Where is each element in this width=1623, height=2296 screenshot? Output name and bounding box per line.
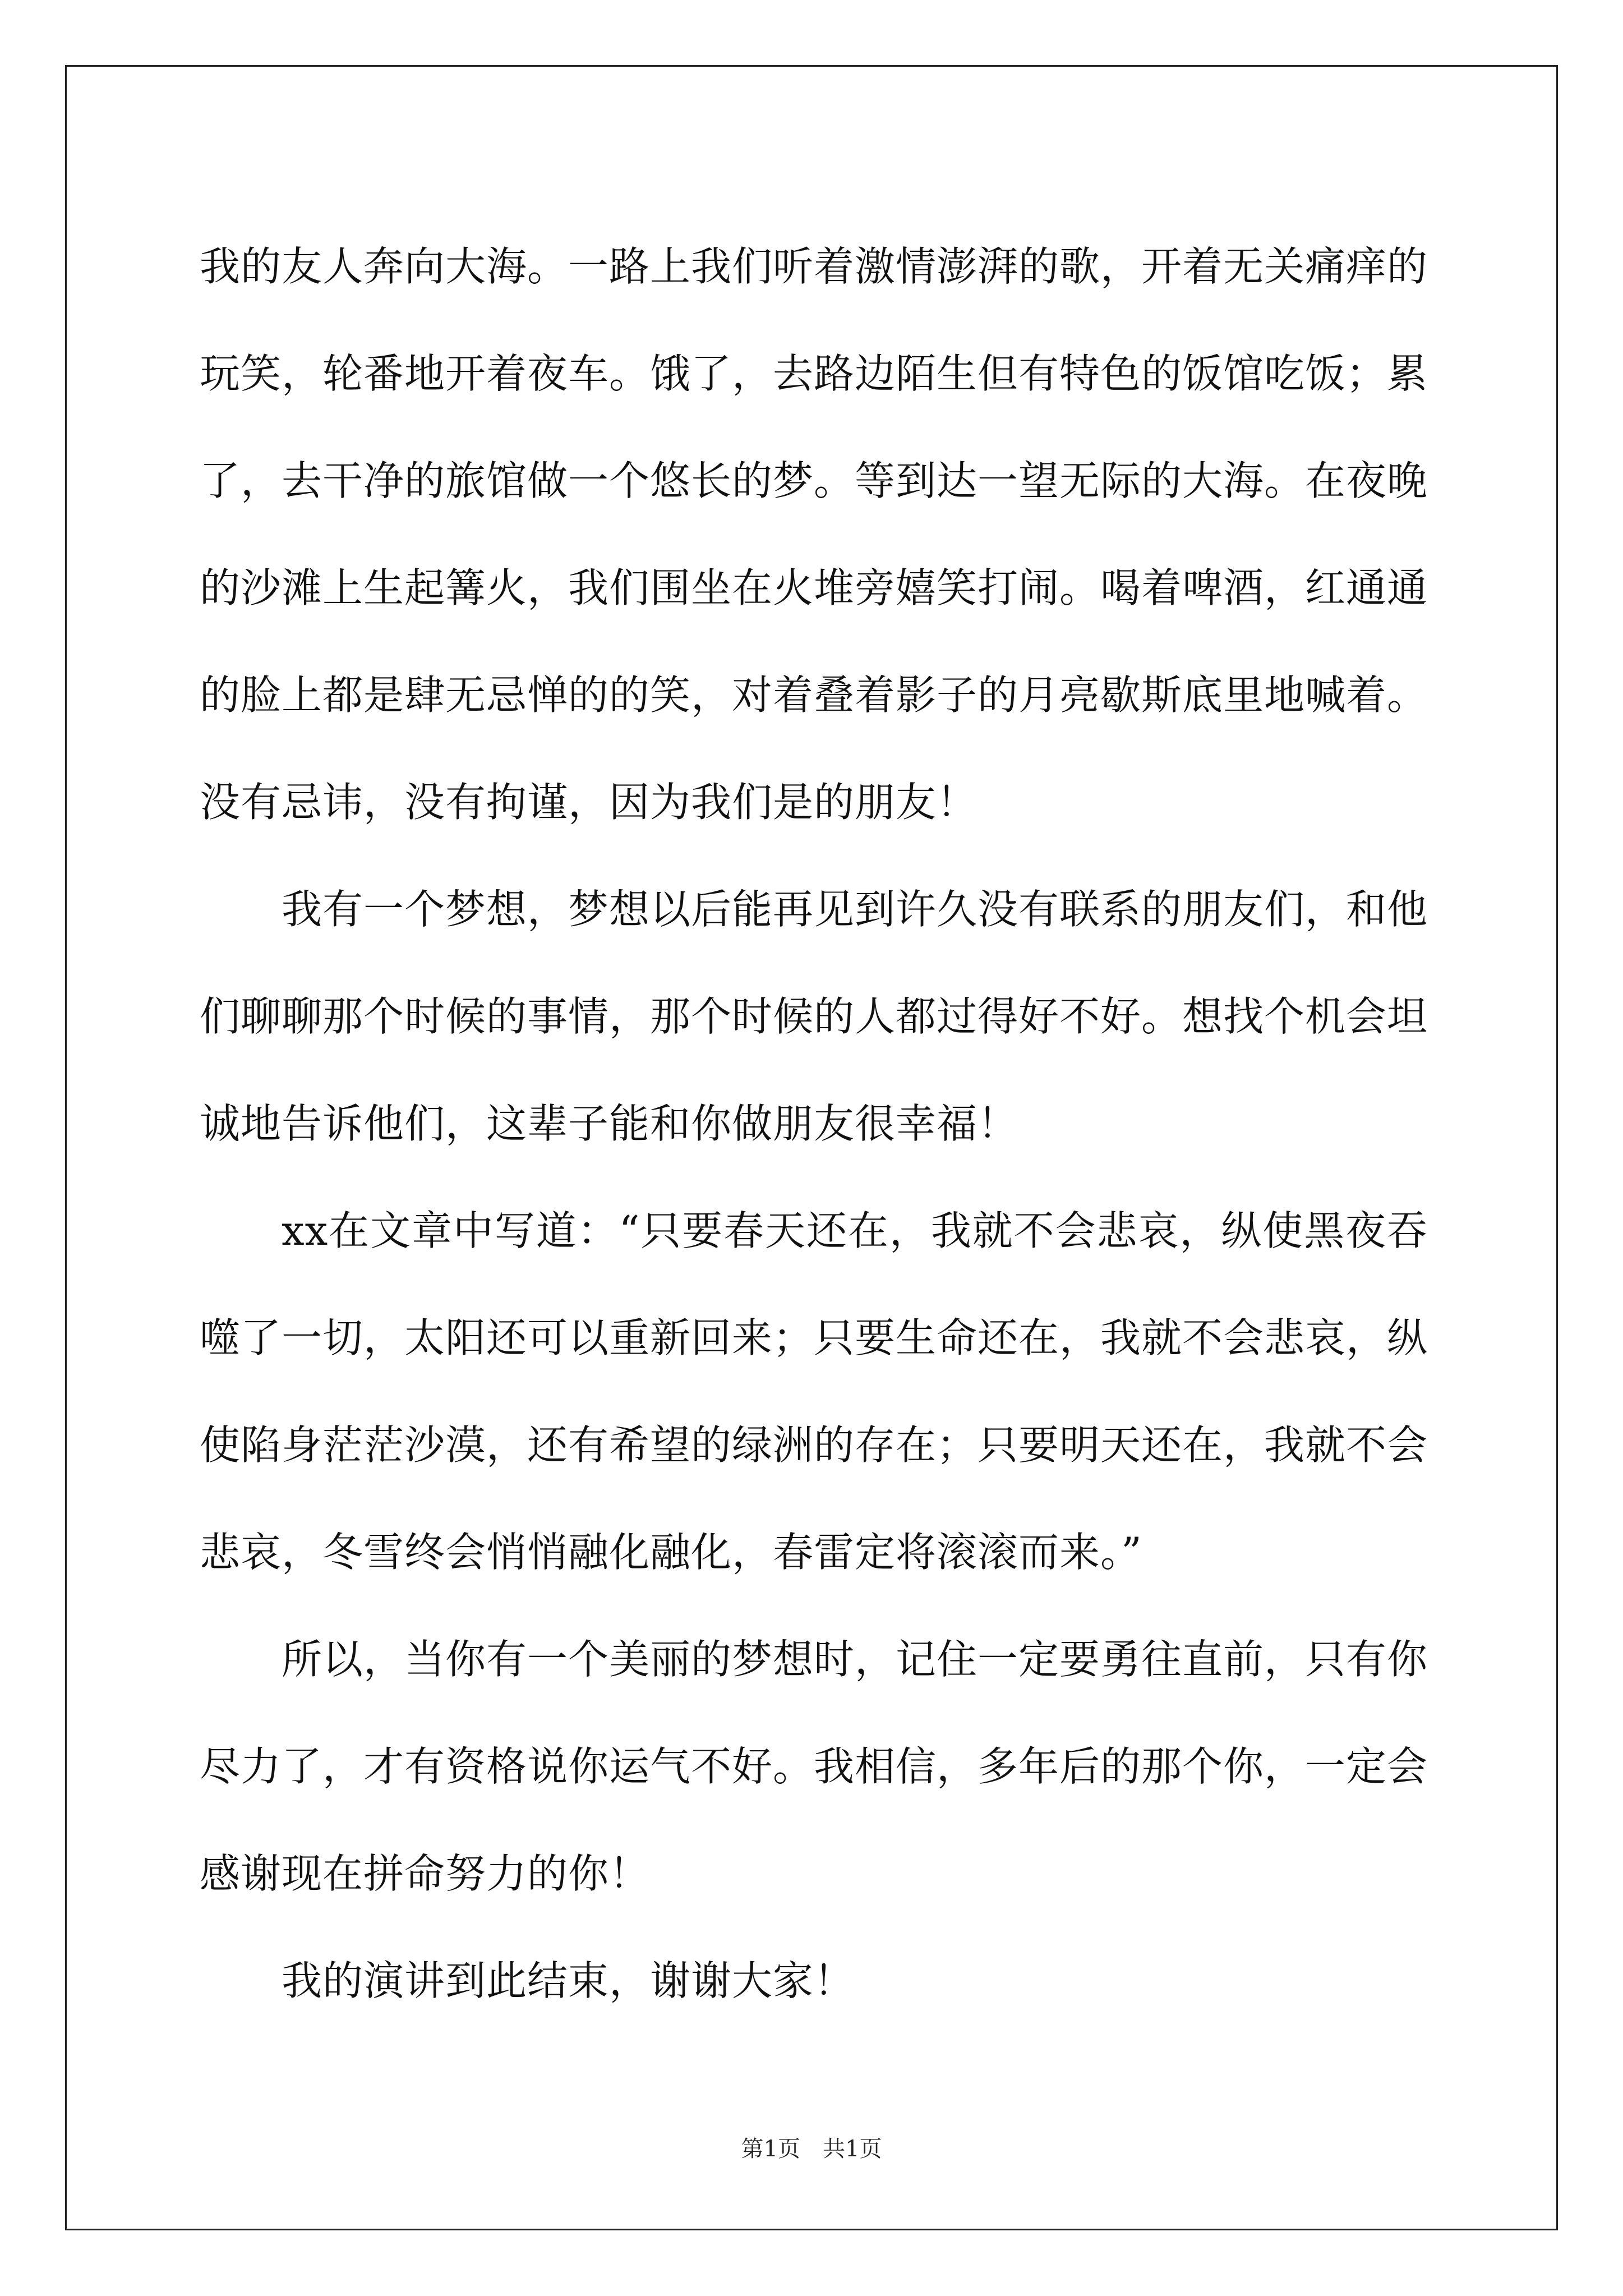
document-body (200, 213, 1428, 2035)
paragraph-1: 我的友人奔向大海。一路上我们听着激情澎湃的歌，开着无关痛痒的玩笑，轮番地开着夜车。饿了，去路边陌生但有特色的饭馆吃饭；累了，去干净的旅馆做一个悠长的梦。等到达一望无际的大海。在夜晚的沙滩上生起篝火，我们围坐在火堆旁嬉笑打闹。喝着啤酒，红通通的脸上都是肆无忌惮的的笑，对着叠着影子的月亮歇斯底里地喊着。没有忌讳，没有拘谨，因为我们是的朋友！ (200, 243, 1428, 826)
paragraph-3: xx在文章中写道：“只要春天还在，我就不会悲哀，纵使黑夜吞噬了一切，太阳还可以重新回来；只要生命还在，我就不会悲哀，纵使陷身茫茫沙漠，还有希望的绿洲的存在；只要明天还在，我就不会悲哀，冬雪终会悄悄融化融化，春雷定将滚滚而来。” (200, 1207, 1428, 1576)
page-number-footer: 第1页 共1页 (741, 2136, 882, 2162)
paragraph-4: 所以，当你有一个美丽的梦想时，记住一定要勇往直前，只有你尽力了，才有资格说你运气不好。我相信，多年后的那个你，一定会感谢现在拼命努力的你！ (200, 1636, 1428, 1897)
paragraph-2: 我有一个梦想，梦想以后能再见到许久没有联系的朋友们，和他们聊聊那个时候的事情，那个时候的人都过得好不好。想找个机会坦诚地告诉他们，这辈子能和你做朋友很幸福！ (200, 886, 1428, 1147)
paragraph-5: 我的演讲到此结束，谢谢大家！ (282, 1957, 855, 2004)
